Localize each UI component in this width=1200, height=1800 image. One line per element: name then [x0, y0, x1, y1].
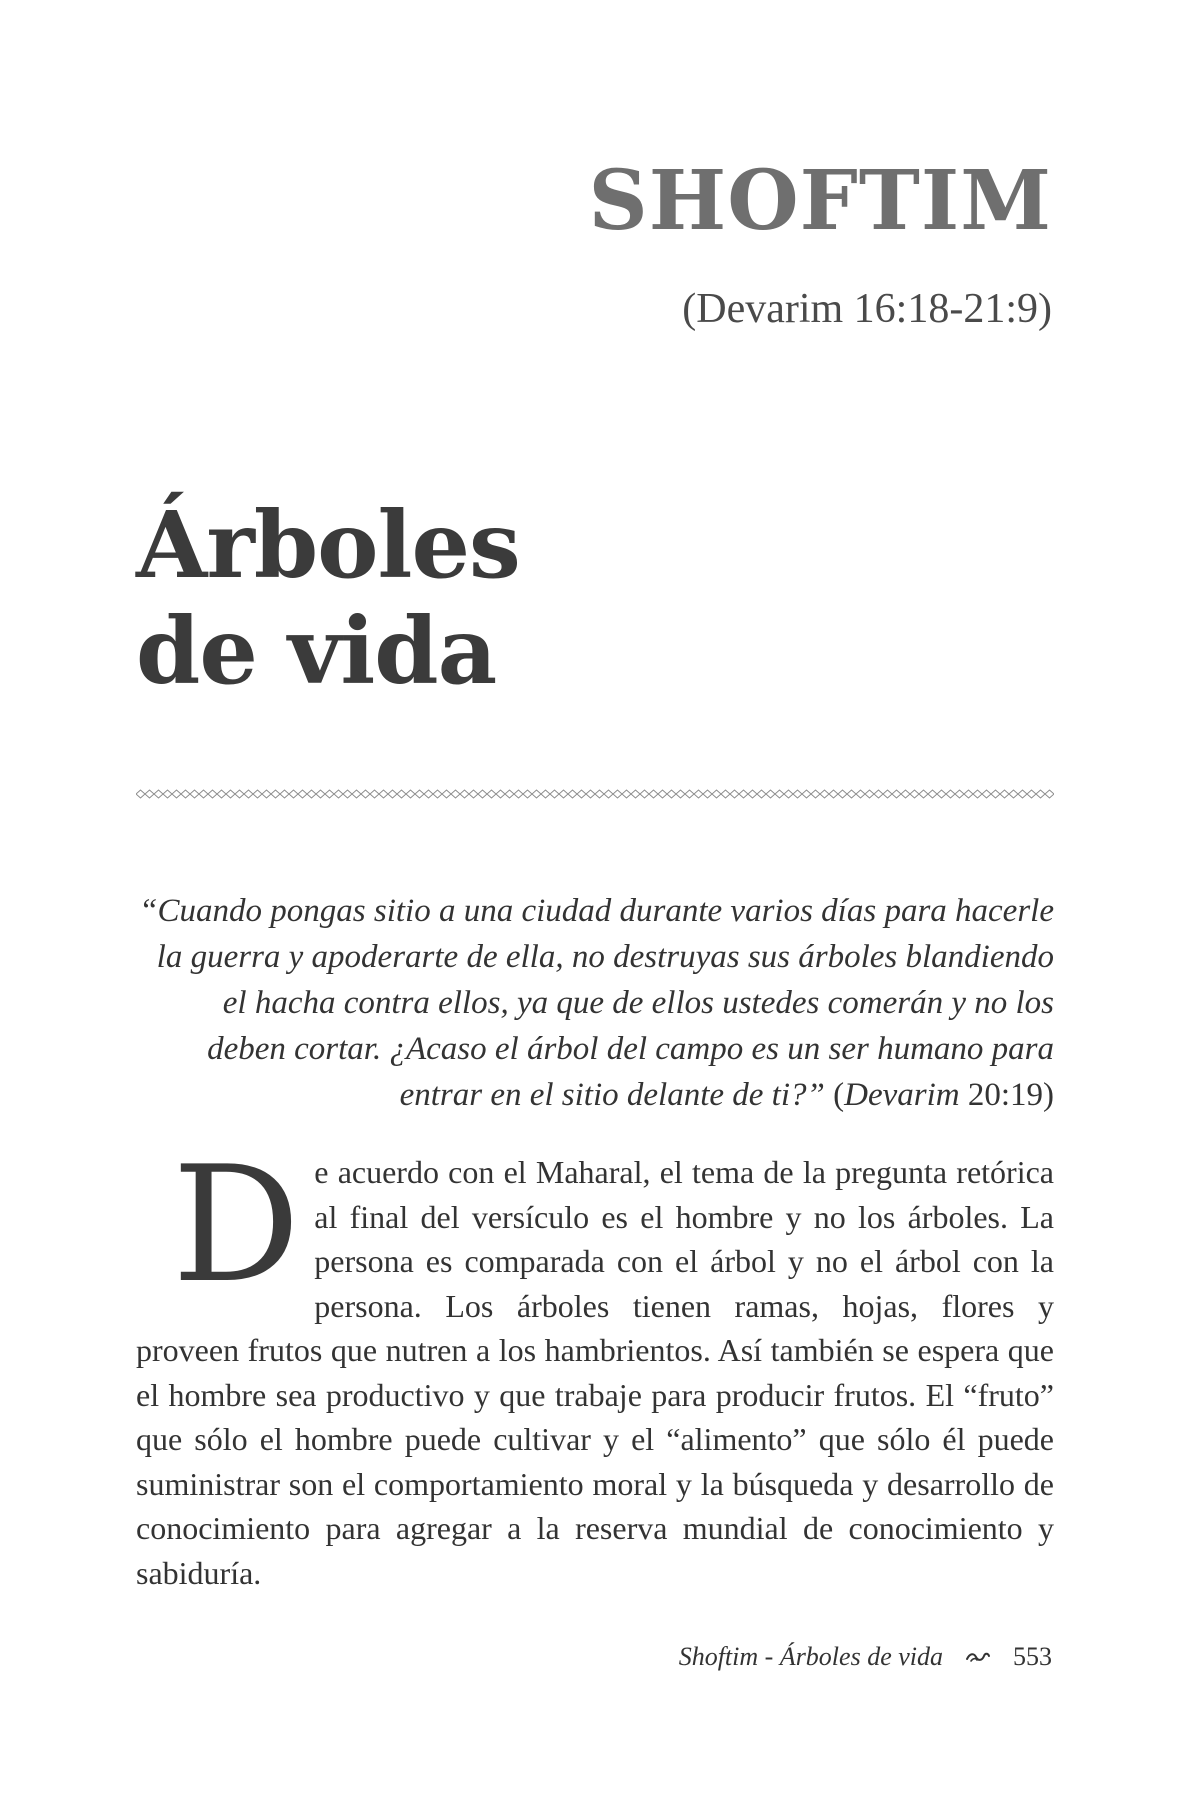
running-head: Shoftim - Árboles de vida — [678, 1642, 943, 1671]
epigraph-quote — [136, 888, 1054, 1118]
epigraph-source-book: Devarim — [844, 1077, 960, 1113]
epigraph-open-paren: ( — [824, 1077, 845, 1113]
fleuron-icon — [965, 1650, 991, 1664]
chapter-title — [136, 492, 520, 704]
parsha-reference: (Devarim 16:18-21:9) — [682, 286, 1052, 332]
body-paragraph-text: e acuerdo con el Maharal, el tema de la pregunta retórica al final del versículo es el hombre y no los árboles. La persona es comparada con el árbol y no el árbol con la persona. Los árboles tienen ramas, hojas, flores y proveen frutos que nutren a los hambrientos. Así también se espera que el hombre sea productivo y que trabaje para producir frutos. El “fruto” que sólo el hombre puede cultivar y el “alimento” que sólo él puede suministrar son el comportamiento moral y la búsqueda y desarrollo de conocimiento para agregar a la reserva mundial de conocimiento y sabiduría. — [136, 1154, 1054, 1591]
page-footer — [679, 1642, 1052, 1672]
epigraph-source-verse: 20:19) — [959, 1077, 1054, 1113]
drop-cap: D — [172, 1131, 301, 1318]
chapter-title-line-1: Árboles — [136, 491, 520, 599]
page-number: 553 — [1013, 1642, 1052, 1671]
parsha-title: SHOFTIM — [588, 153, 1052, 249]
epigraph-text: “Cuando pongas sitio a una ciudad durante varios días para hacerle la guerra y apoderarte de ella, no destruyas sus árboles blandiendo el hacha contra ellos, ya que de ellos ustedes comerán y no los deben cortar. ¿Acaso el árbol del campo es un ser humano para entrar en el sitio delante de ti?” — [139, 893, 1054, 1113]
ornamental-divider — [136, 787, 1054, 801]
body-paragraph — [136, 1131, 1054, 1595]
chapter-title-line-2: de vida — [136, 597, 497, 705]
